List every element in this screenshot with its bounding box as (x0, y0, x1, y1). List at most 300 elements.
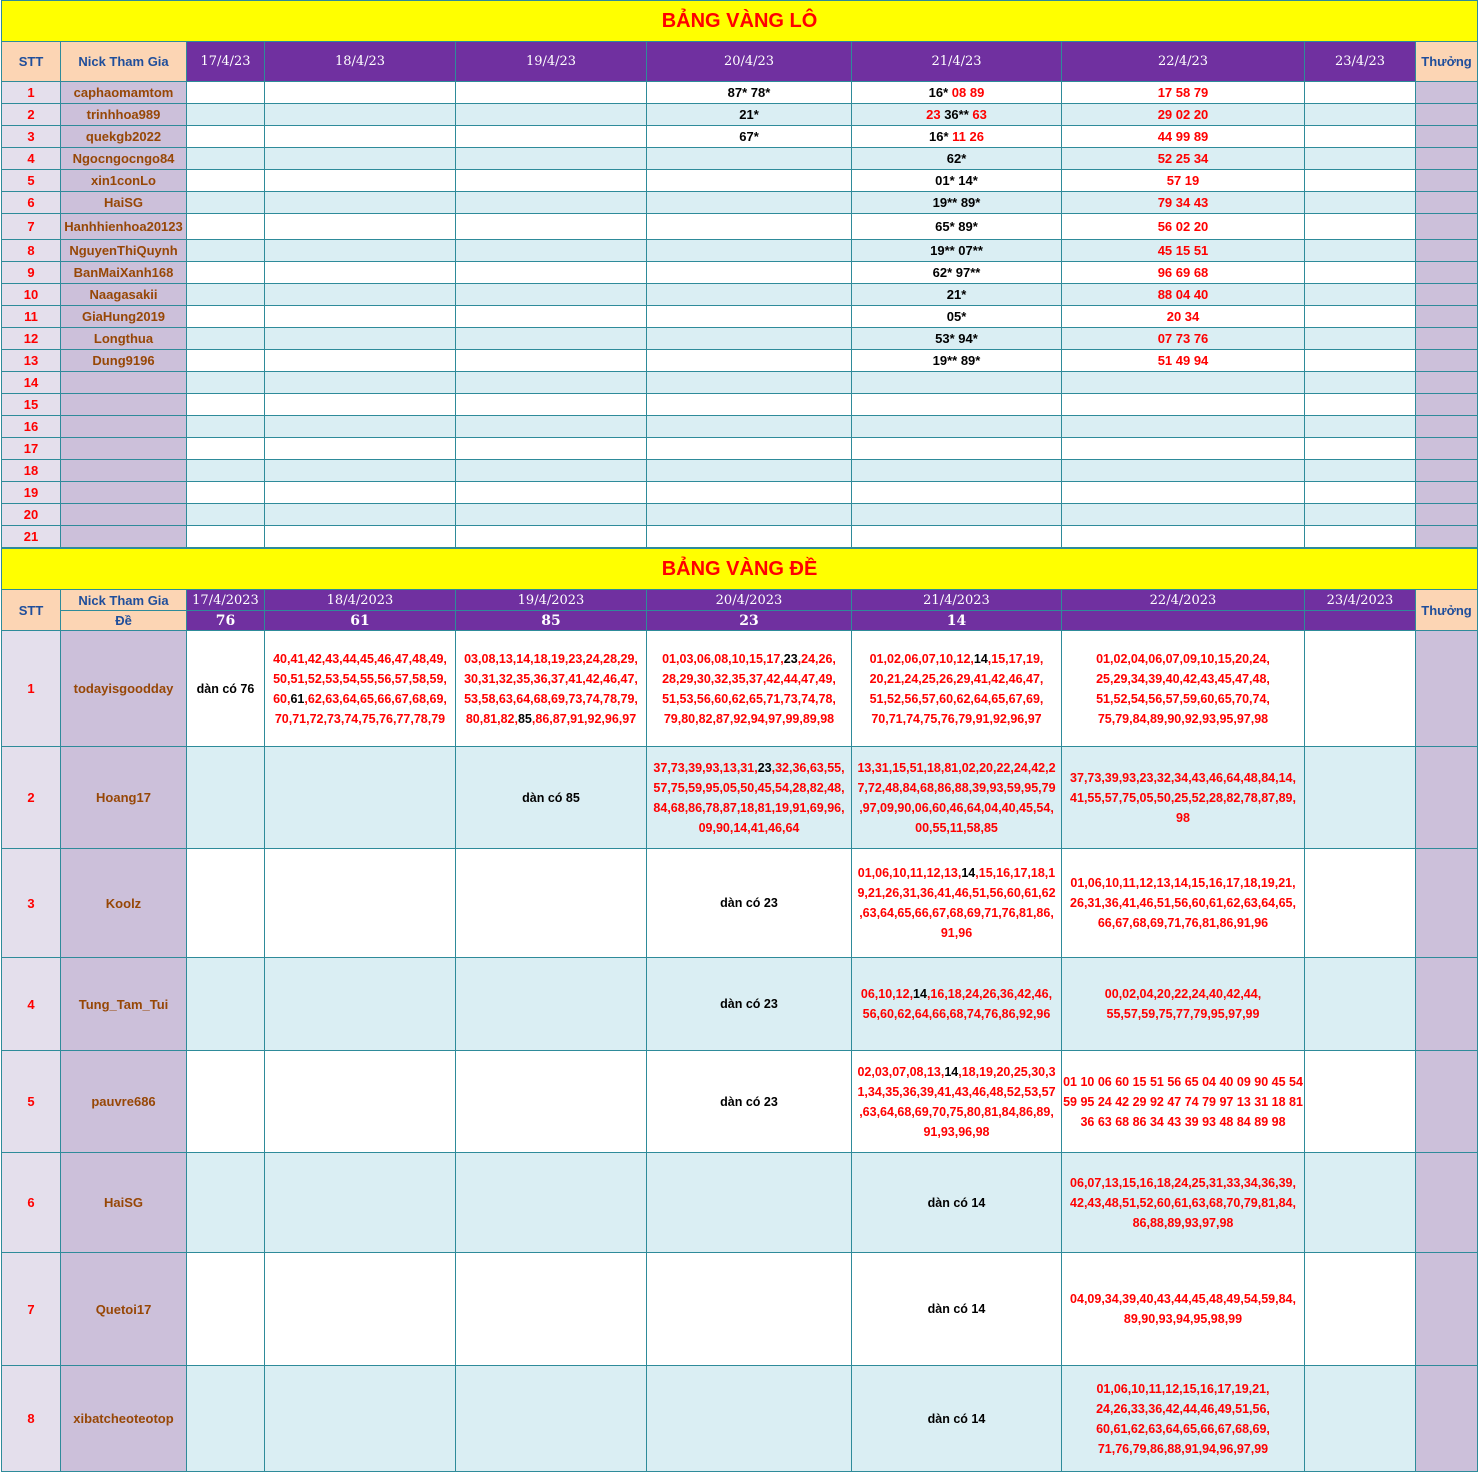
table-row (2, 82, 1478, 104)
reward-cell (1416, 350, 1478, 372)
date-cell (852, 631, 1062, 747)
entry-text: 21* (946, 287, 967, 302)
entry-text: 14 (913, 987, 927, 1001)
reward-cell (1416, 747, 1478, 849)
date-cell (265, 526, 456, 548)
entry-text: 51 49 94 (1157, 353, 1209, 368)
table-row (2, 126, 1478, 148)
nick-cell: Ngocngocngo84 (61, 148, 187, 170)
date-cell (1305, 284, 1416, 306)
date-cell (187, 526, 265, 548)
date-header: 17/4/2023 (187, 590, 265, 611)
date-cell (1305, 416, 1416, 438)
de-result: 85 (456, 611, 647, 631)
date-cell (1305, 328, 1416, 350)
date-cell (187, 262, 265, 284)
date-cell (1305, 1051, 1416, 1153)
date-cell (456, 240, 647, 262)
stt-cell: 2 (2, 104, 61, 126)
date-cell (187, 394, 265, 416)
date-cell (852, 958, 1062, 1051)
date-cell (265, 1366, 456, 1472)
date-header: 18/4/23 (265, 42, 456, 82)
date-cell (1305, 192, 1416, 214)
date-cell (1062, 1366, 1305, 1472)
reward-cell (1416, 438, 1478, 460)
date-cell (456, 631, 647, 747)
reward-cell (1416, 328, 1478, 350)
date-cell (1062, 350, 1305, 372)
entry-text: 23 (757, 760, 772, 775)
date-cell (1305, 1366, 1416, 1472)
stt-cell: 8 (2, 240, 61, 262)
date-cell (1062, 526, 1305, 548)
date-cell (1062, 416, 1305, 438)
date-cell (187, 631, 265, 747)
date-cell (1062, 482, 1305, 504)
date-cell (1062, 394, 1305, 416)
date-cell (852, 306, 1062, 328)
entry-text: 01,06,10,11,12,15,16,17,19,21, 24,26,33,36,42,44,46,49,51,56, 60,61,62,63,64,65,66,67,68,69, 71,76,79,86,88,91,94,96,97,99 (1096, 1381, 1270, 1456)
de-header-row (2, 590, 1478, 611)
de-result (1305, 611, 1416, 631)
stt-cell: 21 (2, 526, 61, 548)
stt-header: STT (2, 590, 61, 631)
date-cell (187, 104, 265, 126)
date-header: 23/4/23 (1305, 42, 1416, 82)
table-row (2, 262, 1478, 284)
nick-cell (61, 394, 187, 416)
date-cell (265, 350, 456, 372)
entry-text: 01,03,06,08,10,15,17, (662, 651, 784, 666)
date-cell (456, 126, 647, 148)
nick-cell: Longthua (61, 328, 187, 350)
date-cell (1062, 240, 1305, 262)
date-header: 19/4/2023 (456, 590, 647, 611)
nick-cell: Dung9196 (61, 350, 187, 372)
entry-text: 03,08,13,14,18,19,23,24,28,29, 30,31,32,35,36,37,41,42,46,47, 53,58,63,64,68,69,73,74,78,79, 80,81,82, (464, 651, 638, 726)
stt-cell: 18 (2, 460, 61, 482)
date-cell (187, 1366, 265, 1472)
entry-text: dàn có 85 (522, 790, 580, 805)
nick-cell: Tung_Tam_Tui (61, 958, 187, 1051)
reward-cell (1416, 631, 1478, 747)
entry-text: 05* (946, 309, 967, 324)
date-cell (187, 126, 265, 148)
date-cell (1062, 82, 1305, 104)
date-cell (1305, 126, 1416, 148)
date-cell (456, 1051, 647, 1153)
stt-cell: 3 (2, 126, 61, 148)
date-cell (265, 958, 456, 1051)
nick-cell (61, 526, 187, 548)
date-cell (1305, 148, 1416, 170)
entry-text: 01* 14* (935, 173, 978, 188)
date-cell (456, 460, 647, 482)
date-cell (852, 148, 1062, 170)
date-cell (852, 504, 1062, 526)
date-header: 17/4/23 (187, 42, 265, 82)
date-cell (456, 416, 647, 438)
entry-text: 52 25 34 (1157, 151, 1209, 166)
table-row (2, 526, 1478, 548)
de-result: 76 (187, 611, 265, 631)
table-row (2, 1253, 1478, 1366)
date-cell (187, 240, 265, 262)
date-cell (265, 126, 456, 148)
date-cell (1305, 631, 1416, 747)
date-cell (852, 1366, 1062, 1472)
date-cell (187, 416, 265, 438)
entry-text: 45 15 51 (1157, 243, 1209, 258)
entry-text: 61 (290, 691, 305, 706)
date-cell (647, 214, 852, 240)
date-cell (187, 192, 265, 214)
lo-title: BẢNG VÀNG LÔ (2, 1, 1478, 42)
entry-text: 29 02 20 (1157, 107, 1209, 122)
entry-text: 13,31,15,51,18,81,02,20,22,24,42,2 7,72,48,84,68,86,88,39,93,59,95,79 ,97,09,90,06,60,46,64,04,40,45,54, 00,55,11,58,85 (857, 760, 1056, 835)
date-cell (1062, 126, 1305, 148)
table-row (2, 1051, 1478, 1153)
entry-text: 16* (929, 129, 953, 144)
date-cell (852, 747, 1062, 849)
date-cell (1305, 438, 1416, 460)
date-cell (852, 1051, 1062, 1153)
date-cell (852, 1153, 1062, 1253)
date-cell (456, 504, 647, 526)
date-cell (647, 482, 852, 504)
reward-header: Thưởng (1416, 42, 1478, 82)
date-cell (1305, 482, 1416, 504)
stt-cell: 10 (2, 284, 61, 306)
date-cell (456, 350, 647, 372)
reward-cell (1416, 104, 1478, 126)
date-cell (852, 416, 1062, 438)
date-cell (265, 170, 456, 192)
reward-cell (1416, 1051, 1478, 1153)
date-cell (456, 849, 647, 958)
stt-cell: 6 (2, 1153, 61, 1253)
date-cell (852, 104, 1062, 126)
table-row (2, 148, 1478, 170)
stt-cell: 12 (2, 328, 61, 350)
date-cell (1305, 958, 1416, 1051)
date-cell (647, 104, 852, 126)
nick-cell: xin1conLo (61, 170, 187, 192)
date-cell (265, 328, 456, 350)
stt-cell: 7 (2, 1253, 61, 1366)
entry-text: 23 (783, 651, 798, 666)
date-cell (647, 394, 852, 416)
reward-cell (1416, 192, 1478, 214)
nick-cell: quekgb2022 (61, 126, 187, 148)
date-header: 20/4/23 (647, 42, 852, 82)
de-result: 61 (265, 611, 456, 631)
date-cell (187, 214, 265, 240)
nick-cell: Hanhhienhoa20123 (61, 214, 187, 240)
date-cell (187, 1051, 265, 1153)
entry-text: 17 58 79 (1157, 85, 1209, 100)
date-cell (265, 192, 456, 214)
date-cell (265, 372, 456, 394)
nick-cell (61, 438, 187, 460)
date-cell (647, 747, 852, 849)
date-cell (647, 1366, 852, 1472)
entry-text: ,16,18,24,26,36,42,46, 56,60,62,64,66,68,74,76,86,92,96 (862, 987, 1053, 1021)
date-cell (647, 631, 852, 747)
table-row (2, 958, 1478, 1051)
date-cell (1062, 438, 1305, 460)
date-cell (647, 350, 852, 372)
reward-cell (1416, 214, 1478, 240)
date-cell (187, 438, 265, 460)
date-cell (1062, 214, 1305, 240)
nick-cell: trinhhoa989 (61, 104, 187, 126)
entry-text: 85 (517, 711, 532, 726)
table-row (2, 394, 1478, 416)
table-row (2, 849, 1478, 958)
date-cell (456, 372, 647, 394)
date-header: 22/4/23 (1062, 42, 1305, 82)
date-cell (187, 328, 265, 350)
date-cell (852, 350, 1062, 372)
table-row (2, 482, 1478, 504)
date-cell (1305, 214, 1416, 240)
date-cell (456, 82, 647, 104)
stt-cell: 1 (2, 631, 61, 747)
entry-text: 01,02,06,07,10,12, (869, 651, 974, 666)
date-cell (852, 82, 1062, 104)
date-cell (187, 350, 265, 372)
entry-text: 16* (928, 85, 952, 100)
stt-cell: 1 (2, 82, 61, 104)
stt-cell: 4 (2, 148, 61, 170)
entry-text: 57 19 (1166, 173, 1200, 188)
entry-text: 14 (973, 651, 988, 666)
date-cell (852, 126, 1062, 148)
date-cell (265, 631, 456, 747)
de-body (2, 631, 1478, 1472)
entry-text: 87* 78* (727, 85, 771, 100)
entry-text: 96 69 68 (1157, 265, 1209, 280)
reward-cell (1416, 82, 1478, 104)
nick-cell (61, 482, 187, 504)
entry-text: dàn có 76 (196, 681, 255, 696)
reward-cell (1416, 240, 1478, 262)
entry-text: ,32,36,63,55, 57,75,59,95,05,50,45,54,28,82,48, 84,68,86,78,87,18,81,19,91,69,96, 09,90,14,41,46,64 (653, 760, 845, 835)
date-cell (647, 460, 852, 482)
entry-text: dàn có 23 (720, 896, 778, 910)
date-cell (852, 849, 1062, 958)
date-cell (1305, 350, 1416, 372)
date-cell (1062, 148, 1305, 170)
table-row (2, 438, 1478, 460)
entry-text: dàn có 23 (720, 997, 778, 1011)
date-cell (187, 849, 265, 958)
date-cell (1062, 504, 1305, 526)
reward-cell (1416, 416, 1478, 438)
table-row (2, 1153, 1478, 1253)
date-cell (647, 958, 852, 1051)
date-cell (647, 504, 852, 526)
date-cell (647, 148, 852, 170)
date-cell (1062, 631, 1305, 747)
date-cell (187, 82, 265, 104)
date-cell (647, 372, 852, 394)
entry-text: dàn có 14 (927, 1411, 986, 1426)
date-cell (852, 240, 1062, 262)
date-cell (1305, 1153, 1416, 1253)
date-cell (1305, 240, 1416, 262)
date-cell (187, 482, 265, 504)
stt-cell: 7 (2, 214, 61, 240)
reward-cell (1416, 849, 1478, 958)
reward-cell (1416, 1366, 1478, 1472)
entry-text: ,24,26, 28,29,30,32,35,37,42,44,47,49, 51,53,56,60,62,65,71,73,74,78, 79,80,82,87,92,94,97,99,89,98 (662, 651, 836, 726)
date-cell (1062, 372, 1305, 394)
entry-text: 62* 97** (932, 265, 981, 280)
date-cell (647, 82, 852, 104)
table-row (2, 170, 1478, 192)
date-cell (265, 394, 456, 416)
entry-text: 65* 89* (935, 219, 978, 234)
date-cell (1062, 262, 1305, 284)
reward-cell (1416, 170, 1478, 192)
date-cell (852, 192, 1062, 214)
date-cell (1305, 504, 1416, 526)
date-cell (265, 460, 456, 482)
date-cell (265, 1253, 456, 1366)
date-cell (1305, 1253, 1416, 1366)
entry-text: ,86,87,91,92,96,97 (531, 711, 637, 726)
stt-cell: 20 (2, 504, 61, 526)
date-cell (265, 1153, 456, 1253)
nick-cell: HaiSG (61, 192, 187, 214)
date-cell (647, 262, 852, 284)
entry-text: 06,07,13,15,16,18,24,25,31,33,34,36,39, 42,43,48,51,52,60,61,63,68,70,79,81,84, 86,88,89,93,97,98 (1070, 1175, 1296, 1230)
table-row (2, 104, 1478, 126)
date-cell (187, 170, 265, 192)
date-cell (1305, 526, 1416, 548)
table-row (2, 1366, 1478, 1472)
date-cell (1062, 460, 1305, 482)
table-row (2, 350, 1478, 372)
date-cell (456, 958, 647, 1051)
entry-text: ,15,17,19, 20,21,24,25,26,29,41,42,46,47, 51,52,56,57,60,62,64,65,67,69, 70,71,74,75,76,79,91,92,96,97 (869, 651, 1044, 726)
date-header: 20/4/2023 (647, 590, 852, 611)
entry-text: 14 (961, 866, 976, 880)
entry-text: dàn có 14 (927, 1195, 986, 1210)
stt-cell: 5 (2, 170, 61, 192)
date-cell (265, 306, 456, 328)
nick-header: Nick Tham Gia (61, 42, 187, 82)
date-cell (647, 1253, 852, 1366)
date-cell (852, 372, 1062, 394)
reward-cell (1416, 526, 1478, 548)
date-cell (647, 328, 852, 350)
de-result-row (2, 611, 1478, 631)
date-cell (456, 170, 647, 192)
date-cell (265, 747, 456, 849)
date-header: 22/4/2023 (1062, 590, 1305, 611)
reward-cell (1416, 148, 1478, 170)
date-cell (187, 284, 265, 306)
entry-text: 21* (739, 107, 759, 122)
date-cell (187, 504, 265, 526)
date-cell (1305, 104, 1416, 126)
table-row (2, 214, 1478, 240)
table-row (2, 240, 1478, 262)
stt-cell: 14 (2, 372, 61, 394)
lo-table (1, 0, 1478, 548)
de-label: Đề (61, 611, 187, 631)
date-cell (647, 1051, 852, 1153)
nick-cell: todayisgoodday (61, 631, 187, 747)
date-cell (852, 284, 1062, 306)
date-cell (265, 438, 456, 460)
nick-cell (61, 372, 187, 394)
nick-cell: xibatcheoteotop (61, 1366, 187, 1472)
reward-cell (1416, 1153, 1478, 1253)
nick-header: Nick Tham Gia (61, 590, 187, 611)
nick-cell (61, 504, 187, 526)
entry-text: 23 (926, 107, 945, 122)
stt-cell: 16 (2, 416, 61, 438)
nick-cell: Hoang17 (61, 747, 187, 849)
entry-text: 19** 89* (932, 353, 981, 368)
date-cell (852, 460, 1062, 482)
entry-text: 79 34 43 (1157, 195, 1209, 210)
date-header: 18/4/2023 (265, 590, 456, 611)
entry-text: 01,06,10,11,12,13, (857, 866, 962, 880)
entry-text: 02,03,07,08,13, (857, 1064, 945, 1079)
date-cell (852, 482, 1062, 504)
date-cell (647, 284, 852, 306)
date-cell (456, 1153, 647, 1253)
stt-cell: 19 (2, 482, 61, 504)
de-result: 23 (647, 611, 852, 631)
date-cell (456, 262, 647, 284)
de-result (1062, 611, 1305, 631)
entry-text: 04,09,34,39,40,43,44,45,48,49,54,59,84, 89,90,93,94,95,98,99 (1070, 1292, 1296, 1326)
entry-text: ,15,16,17,18,1 9,21,26,31,36,41,46,51,56,60,61,62 ,63,64,65,66,67,68,69,71,76,81,86, 91,96 (857, 866, 1056, 940)
de-table (1, 548, 1478, 1472)
date-cell (1062, 306, 1305, 328)
stt-header: STT (2, 42, 61, 82)
date-cell (647, 438, 852, 460)
date-cell (265, 482, 456, 504)
date-cell (852, 1253, 1062, 1366)
date-cell (265, 504, 456, 526)
date-cell (456, 394, 647, 416)
date-cell (1305, 170, 1416, 192)
entry-text: 37,73,39,93,13,31, (653, 760, 758, 775)
date-cell (852, 170, 1062, 192)
date-cell (187, 958, 265, 1051)
nick-cell: Koolz (61, 849, 187, 958)
reward-cell (1416, 262, 1478, 284)
table-row (2, 328, 1478, 350)
reward-cell (1416, 372, 1478, 394)
date-cell (456, 328, 647, 350)
date-cell (647, 526, 852, 548)
table-row (2, 747, 1478, 849)
date-cell (456, 1366, 647, 1472)
date-cell (647, 192, 852, 214)
entry-text: 14 (944, 1064, 959, 1079)
entry-text: 19** 07** (930, 243, 983, 258)
date-cell (647, 1153, 852, 1253)
